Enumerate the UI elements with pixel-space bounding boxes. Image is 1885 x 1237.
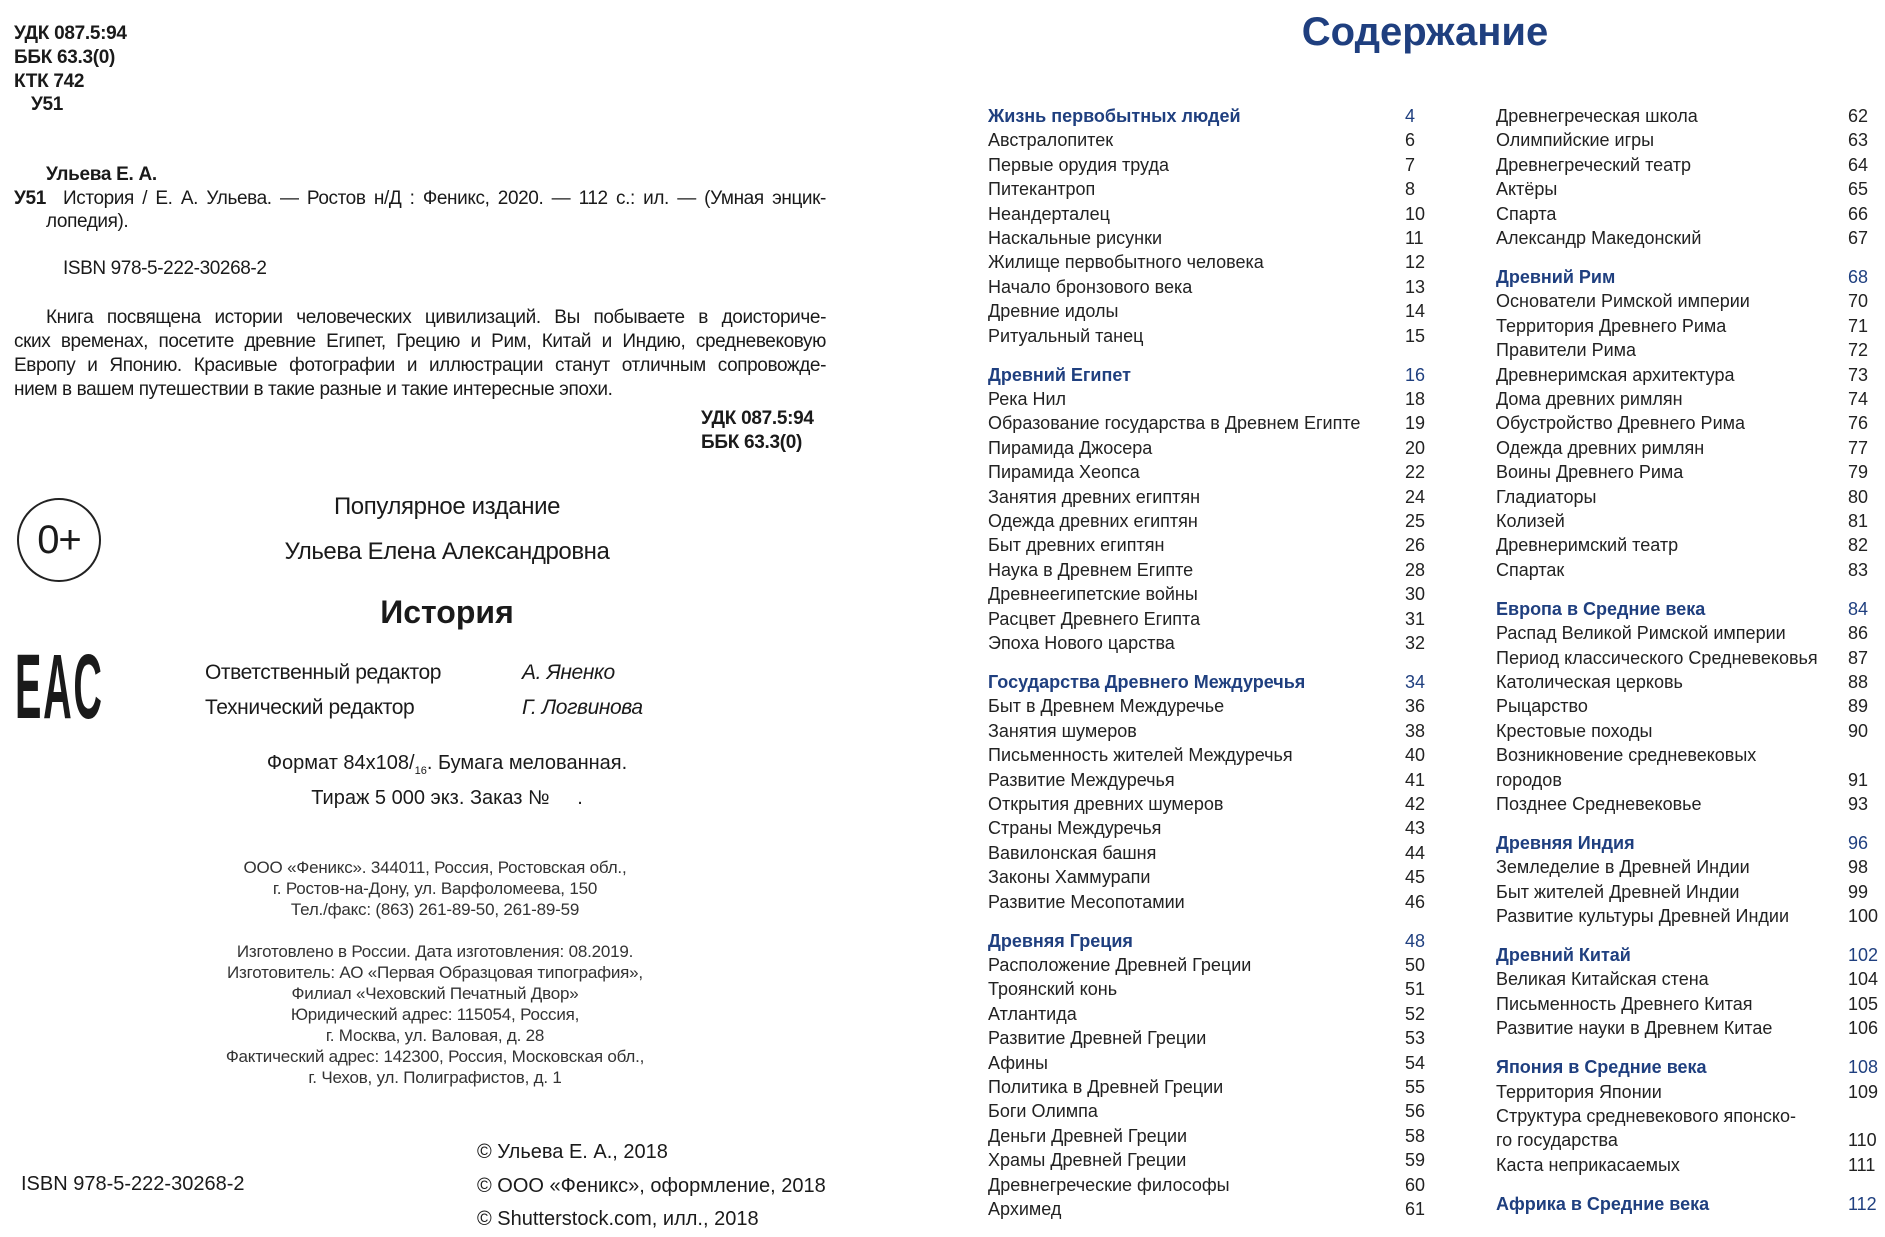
- entry-title: Развитие Междуречья: [988, 769, 1175, 790]
- manufacturer-line: Изготовлено в России. Дата изготовления: 08.2019.: [236, 942, 634, 961]
- contents-entry: [1496, 104, 1876, 128]
- page-number: 8: [1405, 179, 1416, 200]
- page-number: 67: [1848, 228, 1869, 249]
- entry-title: Одежда древних римлян: [1496, 437, 1705, 458]
- entry-title: Древние идолы: [988, 301, 1119, 322]
- page-number: 40: [1405, 745, 1426, 766]
- entry-title: Атлантида: [988, 1003, 1077, 1024]
- contents-entry: [988, 865, 1426, 889]
- manufacturer-line: Филиал «Чеховский Печатный Двор»: [291, 984, 579, 1003]
- udk-code: УДК 087.5:94: [14, 23, 127, 44]
- entry-title: Афины: [988, 1052, 1048, 1073]
- page-number: 54: [1405, 1052, 1426, 1073]
- page-number: 11: [1405, 228, 1424, 249]
- contents-entry: [988, 275, 1426, 299]
- manufacturer-line: Изготовитель: АО «Первая Образцовая типография»,: [227, 963, 643, 982]
- annotation-line: Европу и Японию. Красивые фотографии и иллюстрации станут отличным сопровожде-: [14, 355, 826, 376]
- entry-title: Древнегреческие философы: [988, 1174, 1230, 1195]
- contents-entry: [988, 816, 1426, 840]
- section-title: Древняя Индия: [1496, 832, 1635, 853]
- catalog-code: У51: [14, 188, 47, 209]
- manufacturer-line: г. Москва, ул. Валовая, д. 28: [325, 1026, 545, 1045]
- contents-entry: [988, 250, 1426, 274]
- entry-title: Жилище первобытного человека: [988, 252, 1264, 273]
- contents-entry: [988, 768, 1426, 792]
- contents-entry: [1496, 153, 1876, 177]
- page-number: 7: [1405, 154, 1416, 175]
- contents-entry: [988, 607, 1426, 631]
- isbn-bottom: ISBN 978-5-222-30268-2: [21, 1173, 245, 1195]
- contents-entry: [1496, 411, 1876, 435]
- contents-entry: [1496, 177, 1876, 201]
- page-number: 36: [1405, 696, 1426, 717]
- contents-section: [1496, 943, 1879, 967]
- entry-title: Вавилонская башня: [988, 842, 1157, 863]
- contents-entry: [1496, 338, 1876, 362]
- page-number: 91: [1848, 769, 1869, 790]
- page-number: 106: [1848, 1018, 1879, 1039]
- page-number: 31: [1405, 608, 1426, 629]
- contents-entry: [1496, 904, 1879, 928]
- format-subscript: 16: [414, 765, 427, 777]
- section-title: Европа в Средние века: [1496, 598, 1706, 619]
- contents-entry: [988, 890, 1426, 914]
- manufacturer-line: г. Чехов, ул. Полиграфистов, д. 1: [308, 1068, 562, 1087]
- entry-title: Троянский конь: [988, 979, 1118, 1000]
- page-number: 43: [1405, 818, 1426, 839]
- contents-entry: [988, 324, 1426, 348]
- page-number: 45: [1405, 867, 1426, 888]
- page-number: 83: [1848, 559, 1869, 580]
- section-title: Древний Египет: [988, 364, 1131, 385]
- ktk-code: КТК 742: [14, 71, 85, 92]
- page-number: 12: [1405, 252, 1426, 273]
- contents-entry: [1496, 880, 1876, 904]
- contents-entry: [988, 1051, 1426, 1075]
- contents-entry: [988, 694, 1426, 718]
- page-number: 28: [1405, 559, 1426, 580]
- contents-section: [1496, 831, 1876, 855]
- page-number: 34: [1405, 671, 1426, 692]
- page-number: 30: [1405, 584, 1426, 605]
- entry-title: Архимед: [988, 1198, 1062, 1219]
- contents-entry: [1496, 719, 1876, 743]
- page-number: 104: [1848, 969, 1879, 990]
- contents-entry: [988, 226, 1424, 250]
- page-number: 70: [1848, 291, 1869, 312]
- entry-title: Быт древних египтян: [988, 535, 1165, 556]
- entry-title: Древнеримская архитектура: [1496, 364, 1735, 385]
- page-number: 112: [1848, 1193, 1877, 1214]
- entry-title: Олимпийские игры: [1496, 130, 1655, 151]
- contents-entry: [1496, 1080, 1879, 1104]
- entry-title: Земледелие в Древней Индии: [1496, 857, 1750, 878]
- entry-title: Эпоха Нового царства: [988, 633, 1175, 654]
- entry-title: Позднее Средневековье: [1496, 793, 1702, 814]
- section-title: Древняя Греция: [988, 930, 1133, 951]
- page-number: 98: [1848, 857, 1869, 878]
- entry-title: Быт жителей Древней Индии: [1496, 881, 1740, 902]
- format-suffix: . Бумага мелованная.: [426, 752, 628, 774]
- contents-section: [988, 670, 1426, 694]
- page-number: 77: [1848, 437, 1869, 458]
- contents-entry: [988, 792, 1426, 816]
- page-number: 63: [1848, 130, 1869, 151]
- copyright-line: © ООО «Феникс», оформление, 2018: [477, 1175, 826, 1197]
- page-number: 96: [1848, 832, 1869, 853]
- page-number: 86: [1848, 623, 1869, 644]
- bbk-code-right: ББК 63.3(0): [701, 432, 803, 453]
- entry-title: Наскальные рисунки: [988, 228, 1162, 249]
- page-number: 52: [1405, 1003, 1426, 1024]
- page-number: 24: [1405, 486, 1426, 507]
- entry-title: Воины Древнего Рима: [1496, 462, 1684, 483]
- page-number: 58: [1405, 1125, 1426, 1146]
- format-info: [0, 752, 894, 777]
- page-number: 56: [1405, 1101, 1426, 1122]
- contents-section: [1496, 597, 1876, 621]
- page-number: 22: [1405, 462, 1426, 483]
- page-number: 61: [1405, 1198, 1426, 1219]
- contents-section: [1496, 265, 1876, 289]
- entry-title: Австралопитек: [988, 130, 1114, 151]
- contents-entry: [988, 1099, 1426, 1123]
- entry-title: Период классического Средневековья: [1496, 647, 1818, 668]
- contents-entry: [988, 436, 1426, 460]
- page-number: 99: [1848, 881, 1869, 902]
- contents-entry: [1496, 1104, 1876, 1153]
- contents-entry: [988, 128, 1418, 152]
- page-number: 71: [1848, 315, 1869, 336]
- page-number: 41: [1405, 769, 1426, 790]
- contents-entry: [1496, 792, 1876, 816]
- udk-code-right: УДК 087.5:94: [701, 408, 814, 429]
- page-number: 105: [1848, 993, 1879, 1014]
- entry-title: Страны Междуречья: [988, 818, 1162, 839]
- contents-entry: [1496, 855, 1876, 879]
- entry-title: Пирамида Джосера: [988, 437, 1153, 458]
- section-title: Древний Китай: [1496, 945, 1631, 965]
- page-number: 89: [1848, 696, 1869, 717]
- contents-entry: [988, 953, 1426, 977]
- entry-title: Река Нил: [988, 388, 1067, 409]
- page-number: 46: [1405, 891, 1426, 912]
- entry-title: Спартак: [1496, 559, 1565, 580]
- contents-entry: [988, 411, 1426, 435]
- contents-entry: [1496, 436, 1876, 460]
- section-title: Япония в Средние века: [1496, 1057, 1707, 1078]
- contents-entry: [1496, 670, 1876, 694]
- page-number: 65: [1848, 179, 1869, 200]
- book-title: История: [380, 594, 514, 630]
- contents-entry: [1496, 558, 1876, 582]
- entry-title: Наука в Древнем Египте: [988, 559, 1194, 580]
- copyright-line: © Shutterstock.com, илл., 2018: [477, 1208, 759, 1230]
- entry-title: Рыцарство: [1496, 696, 1588, 717]
- contents-entry: [988, 977, 1426, 1001]
- contents-entry: [988, 1197, 1426, 1221]
- entry-title: Правители Рима: [1496, 340, 1637, 361]
- contents-column-left: [988, 104, 1426, 1221]
- entry-title: Древнеегипетские войны: [988, 584, 1198, 605]
- entry-title: Храмы Древней Греции: [988, 1150, 1187, 1171]
- contents-entry: [1496, 621, 1876, 645]
- contents-section: [988, 363, 1426, 387]
- section-title: Государства Древнего Междуречья: [988, 671, 1306, 692]
- entry-title: Письменность Древнего Китая: [1496, 993, 1753, 1014]
- entry-title: Образование государства в Древнем Египте: [988, 413, 1361, 434]
- entry-title: Развитие науки в Древнем Китае: [1496, 1018, 1773, 1039]
- entry-title: Дома древних римлян: [1496, 388, 1683, 409]
- contents-entry: [988, 1148, 1426, 1172]
- contents-entry: [1496, 743, 1876, 792]
- contents-entry: [1496, 485, 1876, 509]
- page-number: 15: [1405, 325, 1426, 346]
- contents-entry: [1496, 694, 1876, 718]
- editor-name: А. Яненко: [522, 661, 615, 684]
- entry-title: Великая Китайская стена: [1496, 969, 1709, 990]
- bbk-code: ББК 63.3(0): [14, 47, 116, 68]
- page-number: 42: [1405, 793, 1426, 814]
- entry-title: Политика в Древней Греции: [988, 1076, 1224, 1097]
- contents-entry: [1496, 1153, 1876, 1177]
- contents-entry: [1496, 992, 1879, 1016]
- publisher-address-line: Тел./факс: (863) 261-89-50, 261-89-59: [290, 900, 580, 919]
- page-number: 26: [1405, 535, 1426, 556]
- page-number: 111: [1848, 1154, 1876, 1175]
- page-number: 53: [1405, 1028, 1426, 1049]
- annotation-line: нием в вашем путешествии в такие разные и такие интересные эпохи.: [14, 379, 613, 400]
- author-full-name: Ульева Елена Александровна: [284, 538, 610, 565]
- contents-entry: [1496, 1016, 1879, 1040]
- page-number: 80: [1848, 486, 1869, 507]
- entry-title: Расположение Древней Греции: [988, 954, 1252, 975]
- page-number: 84: [1848, 598, 1869, 619]
- format-prefix: Формат 84х108/: [266, 752, 415, 774]
- contents-entry: [988, 841, 1426, 865]
- page-number: 18: [1405, 388, 1426, 409]
- entry-title: Ритуальный танец: [988, 325, 1144, 346]
- entry-title: Основатели Римской империи: [1496, 291, 1750, 312]
- page-number: 62: [1848, 106, 1869, 126]
- contents-section: [988, 104, 1418, 128]
- contents-entry: [988, 719, 1426, 743]
- editor-name: Г. Логвинова: [522, 696, 643, 719]
- entry-title: Древнегреческий театр: [1496, 154, 1692, 175]
- section-title: Жизнь первобытных людей: [988, 106, 1241, 126]
- section-title: Африка в Средние века: [1496, 1193, 1710, 1214]
- page-number: 60: [1405, 1174, 1426, 1195]
- entry-title: Развитие Древней Греции: [988, 1028, 1207, 1049]
- catalog-entry-line-1: История / Е. А. Ульева. — Ростов н/Д : Феникс, 2020. — 112 с.: ил. — (Умная энцик-: [63, 188, 826, 209]
- contents-entry: [988, 582, 1426, 606]
- contents-entry: [988, 509, 1426, 533]
- entry-title: Колизей: [1496, 511, 1565, 531]
- editor-role: Ответственный редактор: [205, 661, 442, 684]
- page-number: 38: [1405, 720, 1426, 741]
- contents-entry: [988, 1026, 1426, 1050]
- catalog-entry-line-2: лопедия).: [46, 211, 129, 232]
- entry-title: Структура средневекового японско- го государства: [1496, 1105, 1797, 1151]
- page-number: 6: [1405, 130, 1416, 151]
- contents-entry: [988, 202, 1426, 226]
- entry-title: Одежда древних египтян: [988, 511, 1198, 531]
- page-number: 110: [1848, 1130, 1877, 1151]
- entry-title: Гладиаторы: [1496, 486, 1597, 507]
- entry-title: Первые орудия труда: [988, 154, 1169, 175]
- contents-title: Содержание: [1301, 10, 1549, 54]
- contents-entry: [988, 1173, 1426, 1197]
- entry-title: Актёры: [1496, 179, 1558, 200]
- page-number: 25: [1405, 511, 1426, 531]
- entry-title: Начало бронзового века: [988, 276, 1193, 297]
- contents-entry: [988, 299, 1426, 323]
- contents-entry: [1496, 363, 1876, 387]
- entry-title: Каста неприкасаемых: [1496, 1154, 1680, 1175]
- contents-entry: [988, 153, 1418, 177]
- contents-entry: [1496, 202, 1876, 226]
- entry-title: Александр Македонский: [1496, 228, 1702, 249]
- entry-title: Крестовые походы: [1496, 720, 1653, 741]
- page-number: 108: [1848, 1057, 1879, 1078]
- manufacturer-line: Юридический адрес: 115054, Россия,: [290, 1005, 580, 1024]
- entry-title: Древнеримский театр: [1496, 535, 1679, 556]
- contents-entry: [1496, 128, 1876, 152]
- entry-title: Деньги Древней Греции: [988, 1125, 1188, 1146]
- page-number: 55: [1405, 1076, 1426, 1097]
- entry-title: Спарта: [1496, 203, 1557, 224]
- entry-title: Возникновение средневековых городов: [1496, 745, 1757, 790]
- contents-entry: [988, 460, 1426, 484]
- entry-title: Территория Древнего Рима: [1496, 315, 1727, 336]
- page-number: 4: [1405, 106, 1416, 126]
- page-number: 50: [1405, 954, 1426, 975]
- contents-entry: [1496, 226, 1876, 250]
- contents-entry: [988, 743, 1426, 767]
- entry-title: Боги Олимпа: [988, 1101, 1098, 1122]
- contents-entry: [988, 1124, 1426, 1148]
- contents-entry: [988, 1075, 1426, 1099]
- contents-entry: [988, 558, 1426, 582]
- contents-entry: [1496, 646, 1876, 670]
- contents-section: [1496, 1192, 1876, 1216]
- page-number: 44: [1405, 842, 1426, 863]
- edition-type: Популярное издание: [333, 493, 561, 520]
- page-number: 64: [1848, 154, 1869, 175]
- page-number: 66: [1848, 203, 1869, 224]
- page-number: 90: [1848, 720, 1869, 741]
- isbn: ISBN 978-5-222-30268-2: [63, 258, 267, 279]
- contents-section: [1496, 1055, 1879, 1079]
- page-number: 20: [1405, 437, 1426, 458]
- page-number: 93: [1848, 793, 1869, 814]
- contents-entry: [1496, 289, 1876, 313]
- page-number: 79: [1848, 462, 1869, 483]
- manufacturer-line: Фактический адрес: 142300, Россия, Московская обл.,: [225, 1047, 645, 1066]
- contents-section: [988, 929, 1426, 953]
- annotation-line: ских временах, посетите древние Египет, Грецию и Рим, Китай и Индию, средневековую: [14, 331, 826, 352]
- page-number: 10: [1405, 203, 1426, 224]
- entry-title: Распад Великой Римской империи: [1496, 623, 1786, 644]
- contents-entry: [988, 485, 1426, 509]
- page-number: 88: [1848, 671, 1869, 692]
- entry-title: Питекантроп: [988, 179, 1096, 200]
- contents-entry: [1496, 314, 1876, 338]
- page-number: 19: [1405, 413, 1426, 434]
- page-number: 76: [1848, 413, 1869, 434]
- page-number: 82: [1848, 535, 1869, 556]
- print-run: Тираж 5 000 экз. Заказ № .: [311, 787, 583, 809]
- entry-title: Быт в Древнем Междуречье: [988, 696, 1225, 717]
- author-sign: У51: [31, 94, 64, 115]
- entry-title: Открытия древних шумеров: [988, 793, 1224, 814]
- page-number: 87: [1848, 647, 1869, 668]
- contents-entry: [988, 387, 1426, 411]
- contents-entry: [988, 177, 1418, 201]
- entry-title: Развитие Месопотамии: [988, 891, 1185, 912]
- page-number: 51: [1405, 979, 1426, 1000]
- page-number: 13: [1405, 276, 1426, 297]
- publisher-address-line: ООО «Феникс». 344011, Россия, Ростовская обл.,: [243, 858, 627, 877]
- eac-mark-icon: EAC: [15, 636, 104, 738]
- contents-entry: [1496, 460, 1876, 484]
- annotation-line: Книга посвящена истории человеческих цивилизаций. Вы побываете в доисториче-: [46, 307, 826, 328]
- entry-title: Занятия шумеров: [988, 720, 1137, 741]
- page-number: 16: [1405, 364, 1426, 385]
- contents-entry: [1496, 387, 1876, 411]
- page-number: 48: [1405, 930, 1426, 951]
- entry-title: Занятия древних египтян: [988, 486, 1201, 507]
- contents-entry: [988, 631, 1426, 655]
- entry-title: Законы Хаммурапи: [988, 867, 1151, 888]
- entry-title: Письменность жителей Междуречья: [988, 745, 1293, 766]
- page-number: 102: [1848, 945, 1879, 965]
- copyright-line: © Ульева Е. А., 2018: [477, 1141, 668, 1163]
- page-number: 59: [1405, 1150, 1426, 1171]
- section-title: Древний Рим: [1496, 266, 1616, 287]
- entry-title: Территория Японии: [1496, 1081, 1662, 1102]
- entry-title: Расцвет Древнего Египта: [988, 608, 1201, 629]
- page-number: 32: [1405, 633, 1426, 654]
- page-number: 72: [1848, 340, 1869, 361]
- contents-entry: [988, 533, 1426, 557]
- entry-title: Древнегреческая школа: [1496, 106, 1698, 126]
- publisher-address-line: г. Ростов-на-Дону, ул. Варфоломеева, 150: [272, 879, 598, 898]
- author-heading: Ульева Е. А.: [46, 164, 157, 185]
- entry-title: Католическая церковь: [1496, 671, 1683, 692]
- entry-title: Неандерталец: [988, 203, 1110, 224]
- entry-title: Пирамида Хеопса: [988, 462, 1140, 483]
- entry-title: Обустройство Древнего Рима: [1496, 413, 1746, 434]
- page-number: 68: [1848, 266, 1869, 287]
- page-number: 74: [1848, 388, 1869, 409]
- page-number: 81: [1848, 511, 1869, 531]
- contents-entry: [988, 1002, 1426, 1026]
- contents-entry: [1496, 533, 1876, 557]
- age-rating-badge: 0+: [17, 498, 101, 582]
- contents-column-right: [1496, 104, 1879, 1216]
- entry-title: Развитие культуры Древней Индии: [1496, 906, 1790, 927]
- contents-entry: [1496, 967, 1879, 991]
- page-number: 73: [1848, 364, 1869, 385]
- contents-entry: [1496, 509, 1876, 533]
- page-number: 100: [1848, 906, 1879, 927]
- editor-role: Технический редактор: [205, 696, 415, 719]
- page-number: 14: [1405, 301, 1426, 322]
- page-number: 109: [1848, 1081, 1879, 1102]
